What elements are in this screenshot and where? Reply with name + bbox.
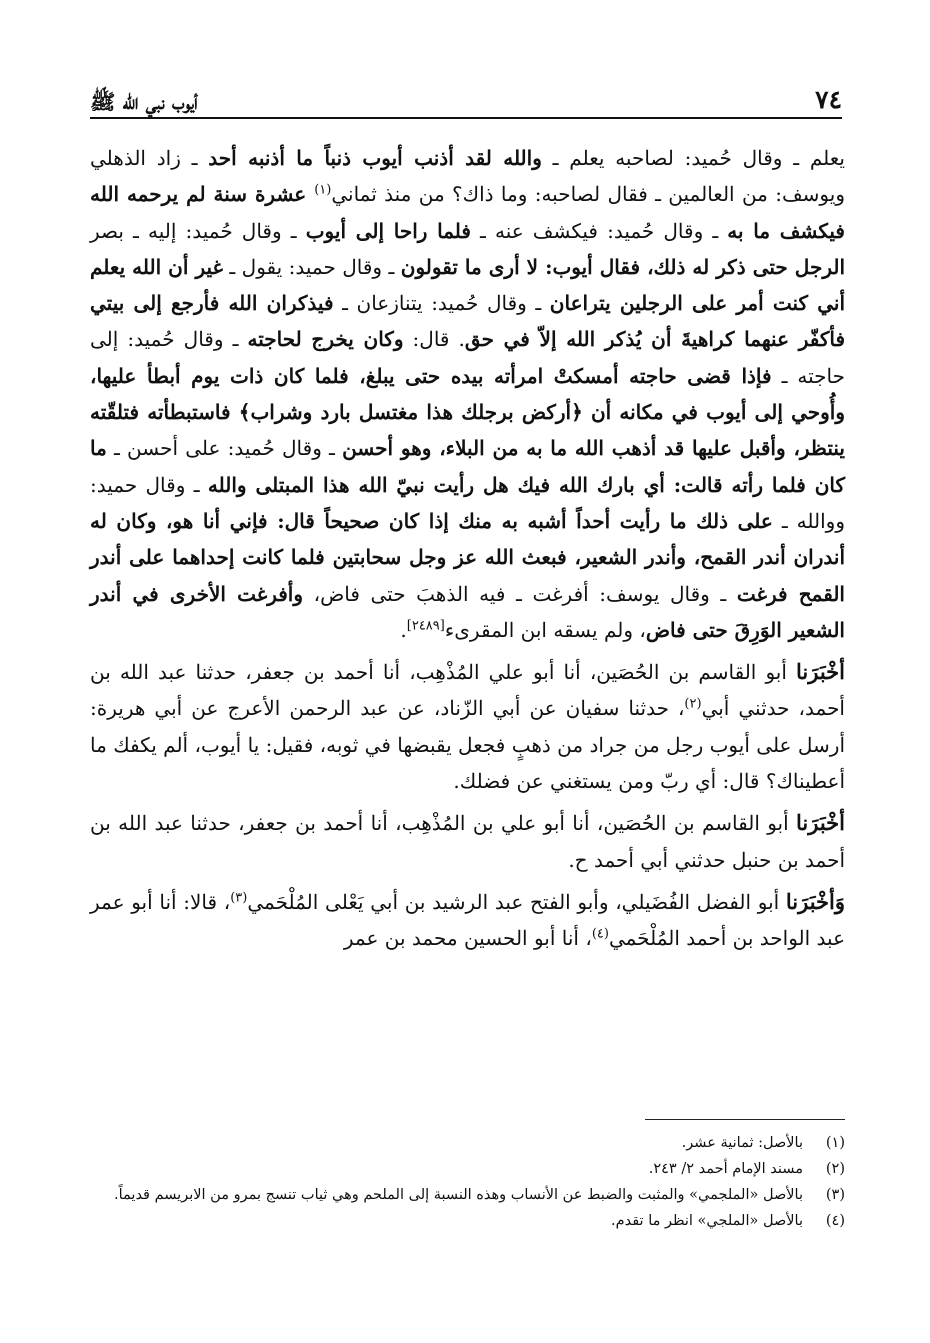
footnote-ref-4: (٤) xyxy=(591,926,609,942)
text-run: أبو القاسم بن الحُصَين، أنا أبو علي بن المُذْهِب، أنا أحمد بن جعفر، حدثنا عبد الله بن أحمد بن حنبل حدثني أبي أحمد ح. xyxy=(90,811,845,872)
footnote-ref-2: (٢) xyxy=(684,696,702,712)
text-run: ، حدثنا سفيان عن أبي الزّناد، عن عبد الرحمن الأعرج عن أبي هريرة: أرسل على أيوب رجل من جراد من ذهبٍ فجعل يقبضها في ثوبه، فقيل: يا أيوب، ألم يكفك ما أعطيناك؟ قال: أي ربّ ومن يستغني عن فضلك. xyxy=(90,696,845,794)
text-run: ـ وقال حميد: يقول ـ xyxy=(222,254,401,279)
text-run-bold: عشرة سنة لم يرحمه الله فيكشف ما به xyxy=(90,182,845,243)
running-header xyxy=(90,70,842,112)
akhbarana-keyword: وَأخْبَرَنا xyxy=(785,888,846,914)
text-run: ، ولم يسقه ابن المقرىء xyxy=(444,617,646,642)
footnote-item xyxy=(90,1130,845,1156)
footnote-text: بالأصل: ثمانية عشر. xyxy=(681,1135,803,1151)
footnote-ref-1: (١) xyxy=(314,182,332,198)
akhbarana-keyword: أخْبَرَنا xyxy=(796,810,845,836)
paragraph-narration xyxy=(90,140,845,648)
paragraph-isnad-2 xyxy=(90,805,845,878)
text-run-bold: وكان يخرج لحاجته xyxy=(247,327,404,352)
text-run: ـ وقال يوسف: أفرغت ـ فيه الذهبَ حتى فاض، xyxy=(303,581,737,606)
footnote-number: (٢) xyxy=(825,1161,845,1177)
text-run-bold: وأفرغت الأخرى في أندر الشعير الوَرِقَ حتى فاض xyxy=(90,581,845,642)
text-run: أبو القاسم بن الحُصَين، أنا أبو علي المُذْهِب، أنا أحمد بن جعفر، حدثنا عبد الله بن أحمد، حدثني أبي xyxy=(90,660,845,721)
text-run: أبو الفضل الفُضَيلي، وأبو الفتح عبد الرشيد بن أبي يَعْلى المُلْحَمي xyxy=(247,889,786,914)
akhbarana-keyword: أخْبَرَنا xyxy=(796,659,845,685)
text-run: ـ وقال حُميد: على أحسن ـ xyxy=(106,436,343,461)
text-run-bold: الرجل حتى ذكر له ذلك، فقال أيوب: لا أرى ما تقولون xyxy=(400,254,846,279)
hadith-number: [٢٤٨٩] xyxy=(406,618,445,634)
text-run: يعلم ـ وقال حُميد: لصاحبه يعلم ـ xyxy=(541,146,845,170)
text-run: ـ وقال حُميد: فيكشف عنه ـ xyxy=(470,218,728,243)
text-run-bold: ما كان فلما رأته قالت: أي بارك الله فيك هل رأيت نبيّ الله هذا المبتلى والله xyxy=(90,436,846,497)
text-run: . قال: xyxy=(403,327,465,352)
text-run: ، قالا: أنا أبو عمر عبد الواحد بن أحمد المُلْحَمي xyxy=(90,889,845,951)
footnotes xyxy=(90,1130,845,1234)
text-run-bold: على ذلك ما رأيت أحداً أشبه به منك إذا كان صحيحاً قال: فإني أنا هو، وكان له أندران أندر القمح، وأندر الشعير، فبعث الله عز وجل سحابتين فلما كانت إحداهما على أندر القمح فرغت xyxy=(90,508,845,606)
footnote-separator xyxy=(645,1119,845,1120)
footnote-text: مسند الإمام أحمد ٢/ ٢٤٣. xyxy=(648,1161,803,1177)
page-number: ٧٤ xyxy=(815,85,842,114)
text-run: ـ وقال حُميد: إليه ـ بصر xyxy=(90,218,306,243)
text-run: ـ وقال حميد: ووالله ـ xyxy=(90,472,845,533)
footnote-item xyxy=(90,1156,845,1182)
paragraph-isnad-3 xyxy=(90,884,845,957)
text-run: . xyxy=(400,617,407,642)
text-run-bold: فيذكران الله فأرجع إلى بيتي فأكفّر عنهما كراهيةَ أن يُذكر الله إلاّ في حق xyxy=(90,291,846,352)
footnote-number: (٣) xyxy=(825,1187,845,1203)
footnote-text: بالأصل «الملجي» انظر ما تقدم. xyxy=(611,1213,803,1229)
footnote-text: بالأصل «الملجمي» والمثبت والضبط عن الأنساب وهذه النسبة إلى الملحم وهي ثياب تنسج بمرو من الابريسم قديماً. xyxy=(114,1187,803,1203)
footnote-ref-3: (٣) xyxy=(230,890,248,906)
text-run: ، أنا أبو الحسين محمد بن عمر xyxy=(343,926,592,951)
footnote-item xyxy=(90,1182,845,1208)
text-run-bold: غير أن الله يعلم أني كنت أمر على الرجلين يتراعان xyxy=(90,254,846,316)
footnote-item xyxy=(90,1208,845,1234)
header-rule xyxy=(90,117,842,119)
paragraph-isnad-1 xyxy=(90,654,845,799)
main-text xyxy=(90,140,845,961)
footnote-number: (١) xyxy=(825,1135,845,1151)
text-run: ـ وقال حُميد: إلى حاجته ـ xyxy=(90,327,845,388)
text-run: ـ وقال حُميد: يتنازعان ـ xyxy=(333,291,550,316)
text-run: ـ زاد الذهلي ويوسف: من العالمين ـ فقال لصاحبه: وما ذاك؟ من منذ ثماني xyxy=(90,146,845,207)
text-run-bold: فإذا قضى حاجته أمسكتْ امرأته بيده حتى يبلغ، فلما كان ذات يوم أبطأ عليها، وأُوحي إلى أيوب في مكانه أن ﴿أركض برجلك هذا مغتسل بارد وشراب﴾ فاستبطأته فتلقّته ينتظر، وأقبل عليها قد أذهب الله ما به من البلاء، وهو أحسن xyxy=(90,363,845,461)
text-run-bold: فلما راحا إلى أيوب xyxy=(305,218,471,243)
text-run-bold: والله لقد أذنب أيوب ذنباً ما أذنبه أحد xyxy=(208,146,542,170)
footnote-number: (٤) xyxy=(825,1213,845,1229)
running-title: أيوب نبي الله ﷺ xyxy=(90,89,198,114)
